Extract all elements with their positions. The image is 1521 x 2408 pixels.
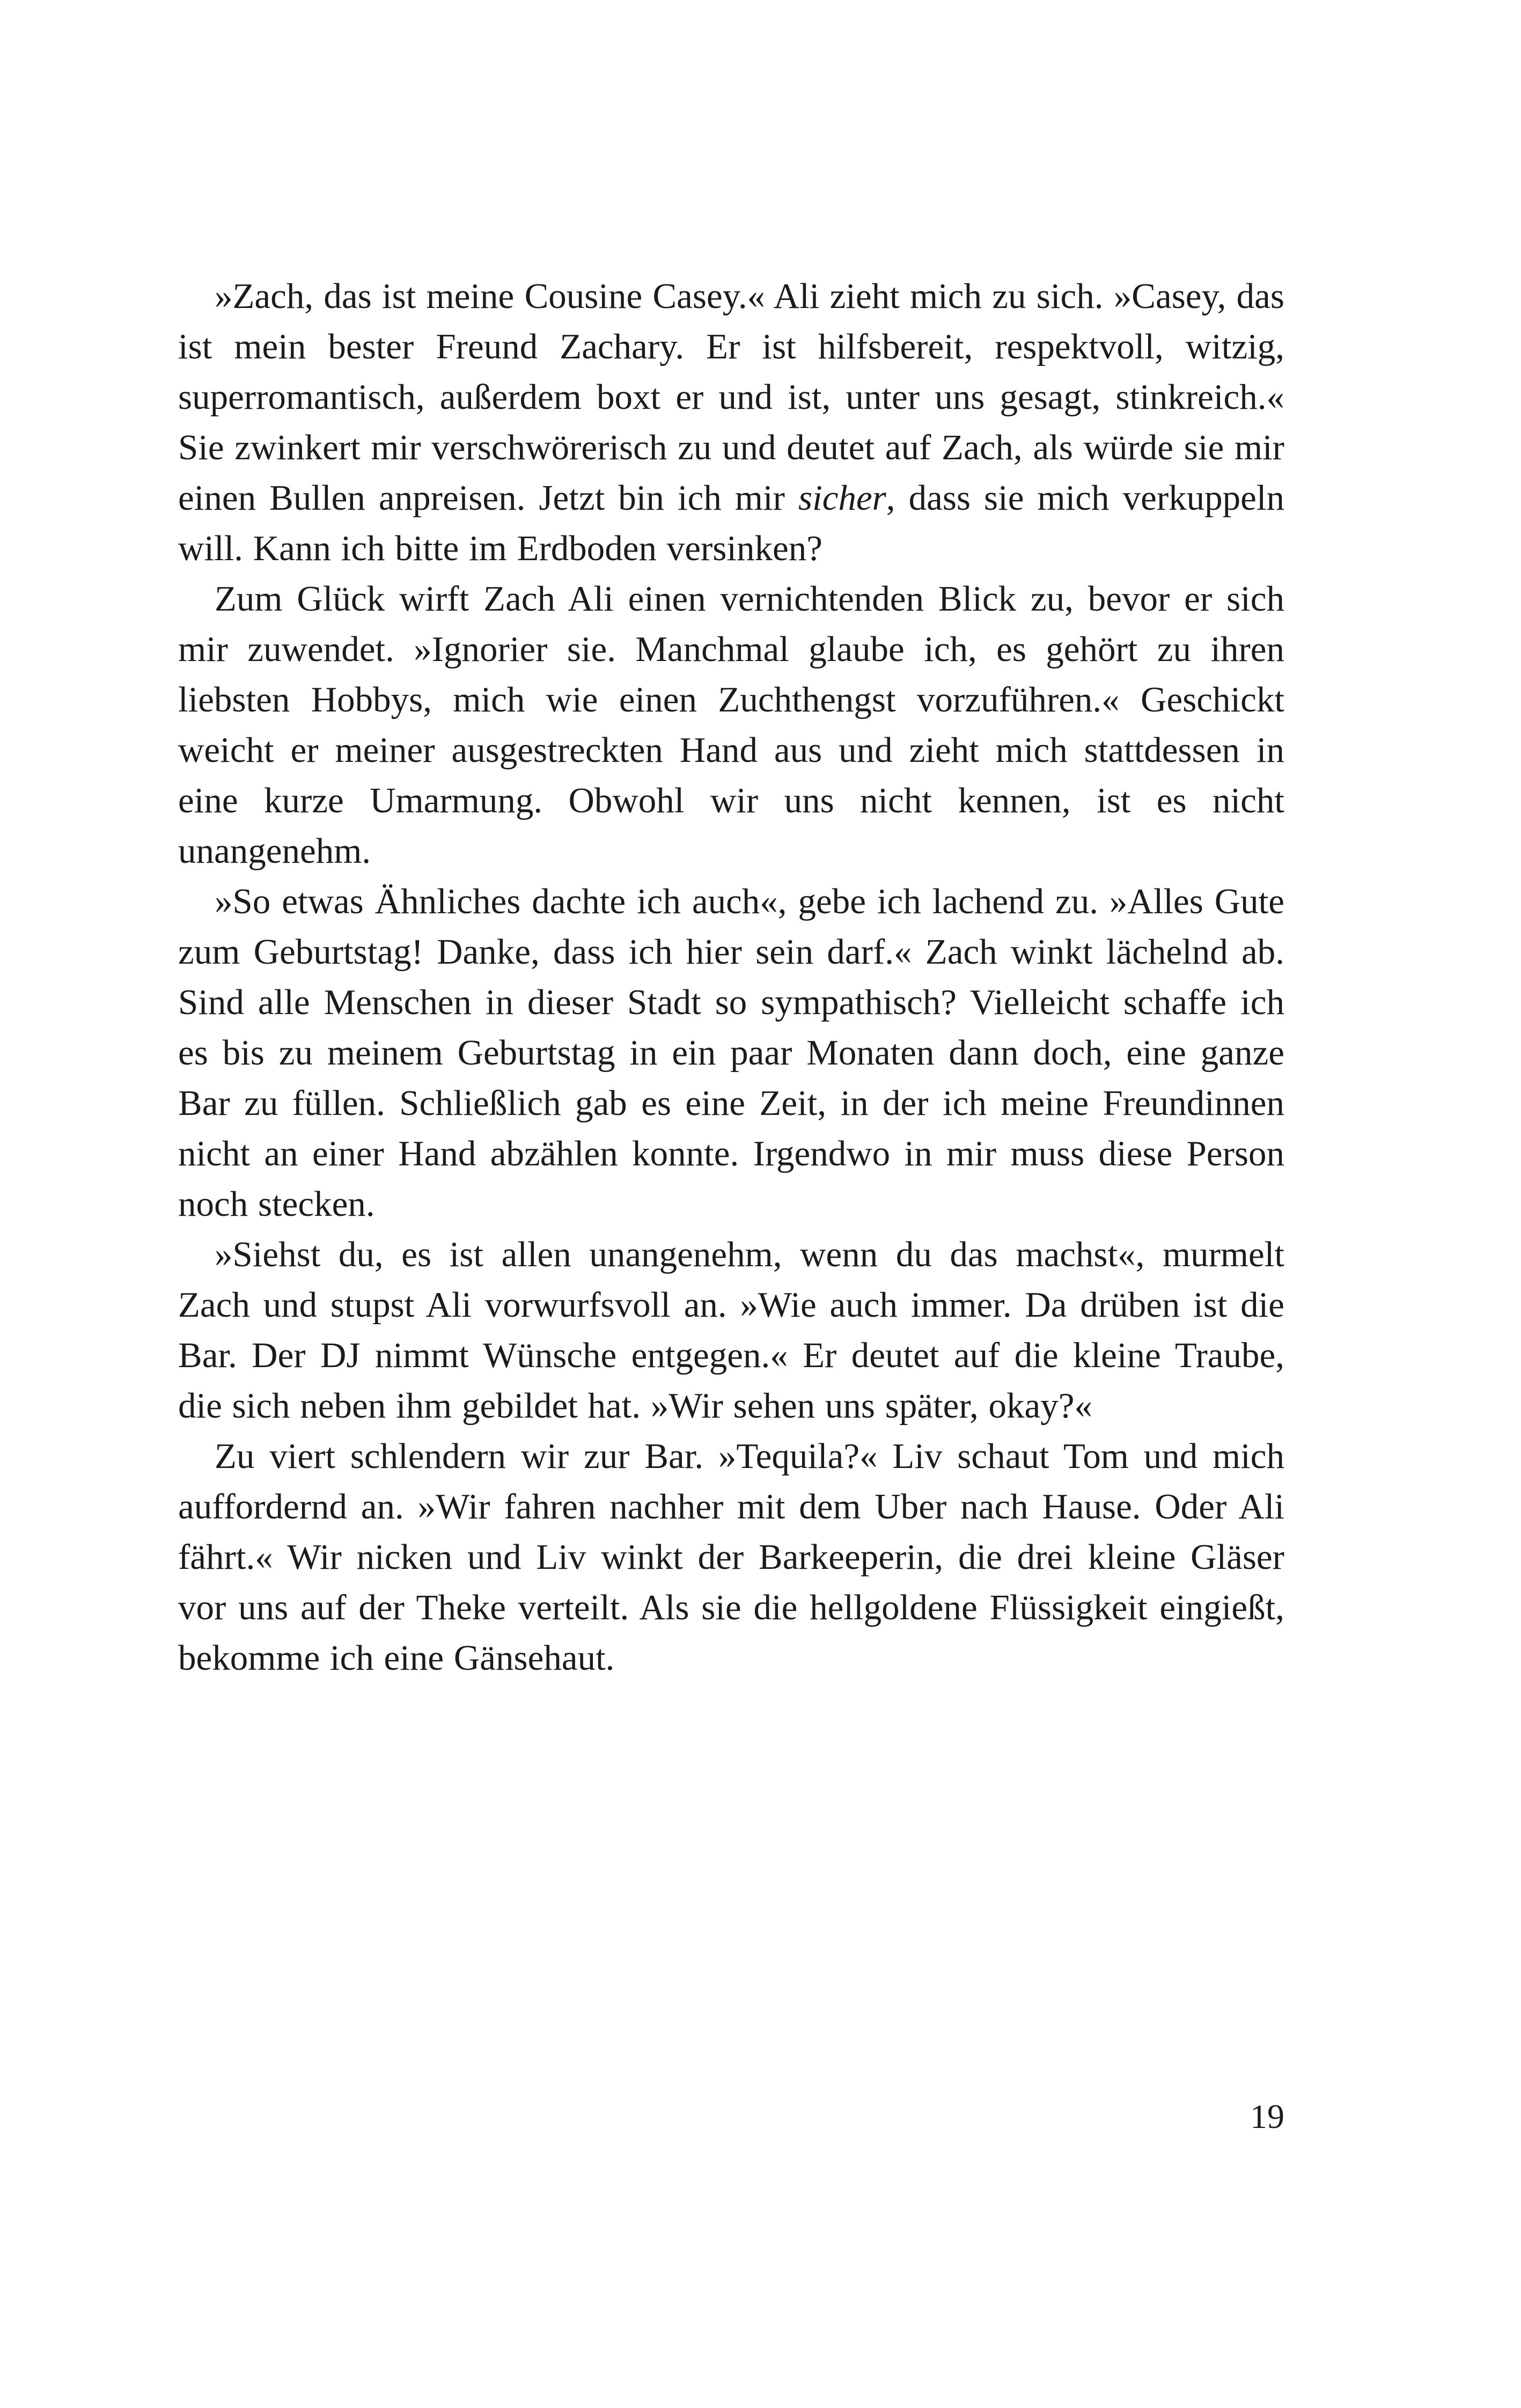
text-block [178,271,1284,1683]
page-number: 19 [1250,2097,1284,2135]
paragraph [178,876,1284,1229]
paragraph [178,1431,1284,1683]
text-run: Zu viert schlendern wir zur Bar. »Tequila?« Liv schaut Tom und mich auffordernd an. »Wir fahren nachher mit dem Uber nach Hause. Oder Ali fährt.« Wir nicken und Liv winkt der Barkeeperin, die drei kleine Gläser vor uns auf der Theke verteilt. Als sie die hellgoldene Flüssigkeit eingießt, bekomme ich eine Gänsehaut. [178,1436,1284,1678]
paragraph [178,271,1284,574]
text-run: »So etwas Ähnliches dachte ich auch«, gebe ich lachend zu. »Alles Gute zum Geburtstag! Danke, dass ich hier sein darf.« Zach winkt lächelnd ab. Sind alle Menschen in dieser Stadt so sympathisch? Vielleicht schaffe ich es bis zu meinem Geburtstag in ein paar Monaten dann doch, eine ganze Bar zu füllen. Schließlich gab es eine Zeit, in der ich meine Freundinnen nicht an einer Hand abzählen konnte. Irgendwo in mir muss diese Person noch stecken. [178,882,1284,1224]
text-run: , dass sie mich verkuppeln will. Kann ich bitte im Erdboden versinken? [178,478,1284,568]
paragraph [178,1229,1284,1431]
text-run-italic: sicher [798,478,886,518]
text-run: »Siehst du, es ist allen unangenehm, wenn du das machst«, murmelt Zach und stupst Ali vorwurfsvoll an. »Wie auch immer. Da drüben ist die Bar. Der DJ nimmt Wünsche entgegen.« Er deutet auf die kleine Traube, die sich neben ihm gebildet hat. »Wir sehen uns später, okay?« [178,1235,1284,1426]
text-run: Zum Glück wirft Zach Ali einen vernichtenden Blick zu, bevor er sich mir zuwendet. »Ignorier sie. Manchmal glaube ich, es gehört zu ihren liebsten Hobbys, mich wie einen Zuchthengst vorzuführen.« Geschickt weicht er meiner ausgestreckten Hand aus und zieht mich stattdessen in eine kurze Umarmung. Obwohl wir uns nicht kennen, ist es nicht unangenehm. [178,579,1284,871]
paragraph [178,574,1284,876]
text-run: »Zach, das ist meine Cousine Casey.« Ali zieht mich zu sich. »Casey, das ist mein bester Freund Zachary. Er ist hilfsbereit, respektvoll, witzig, superromantisch, außerdem boxt er und ist, unter uns gesagt, stinkreich.« Sie zwinkert mir verschwörerisch zu und deutet auf Zach, als würde sie mir einen Bullen anpreisen. Jetzt bin ich mir [178,276,1284,518]
